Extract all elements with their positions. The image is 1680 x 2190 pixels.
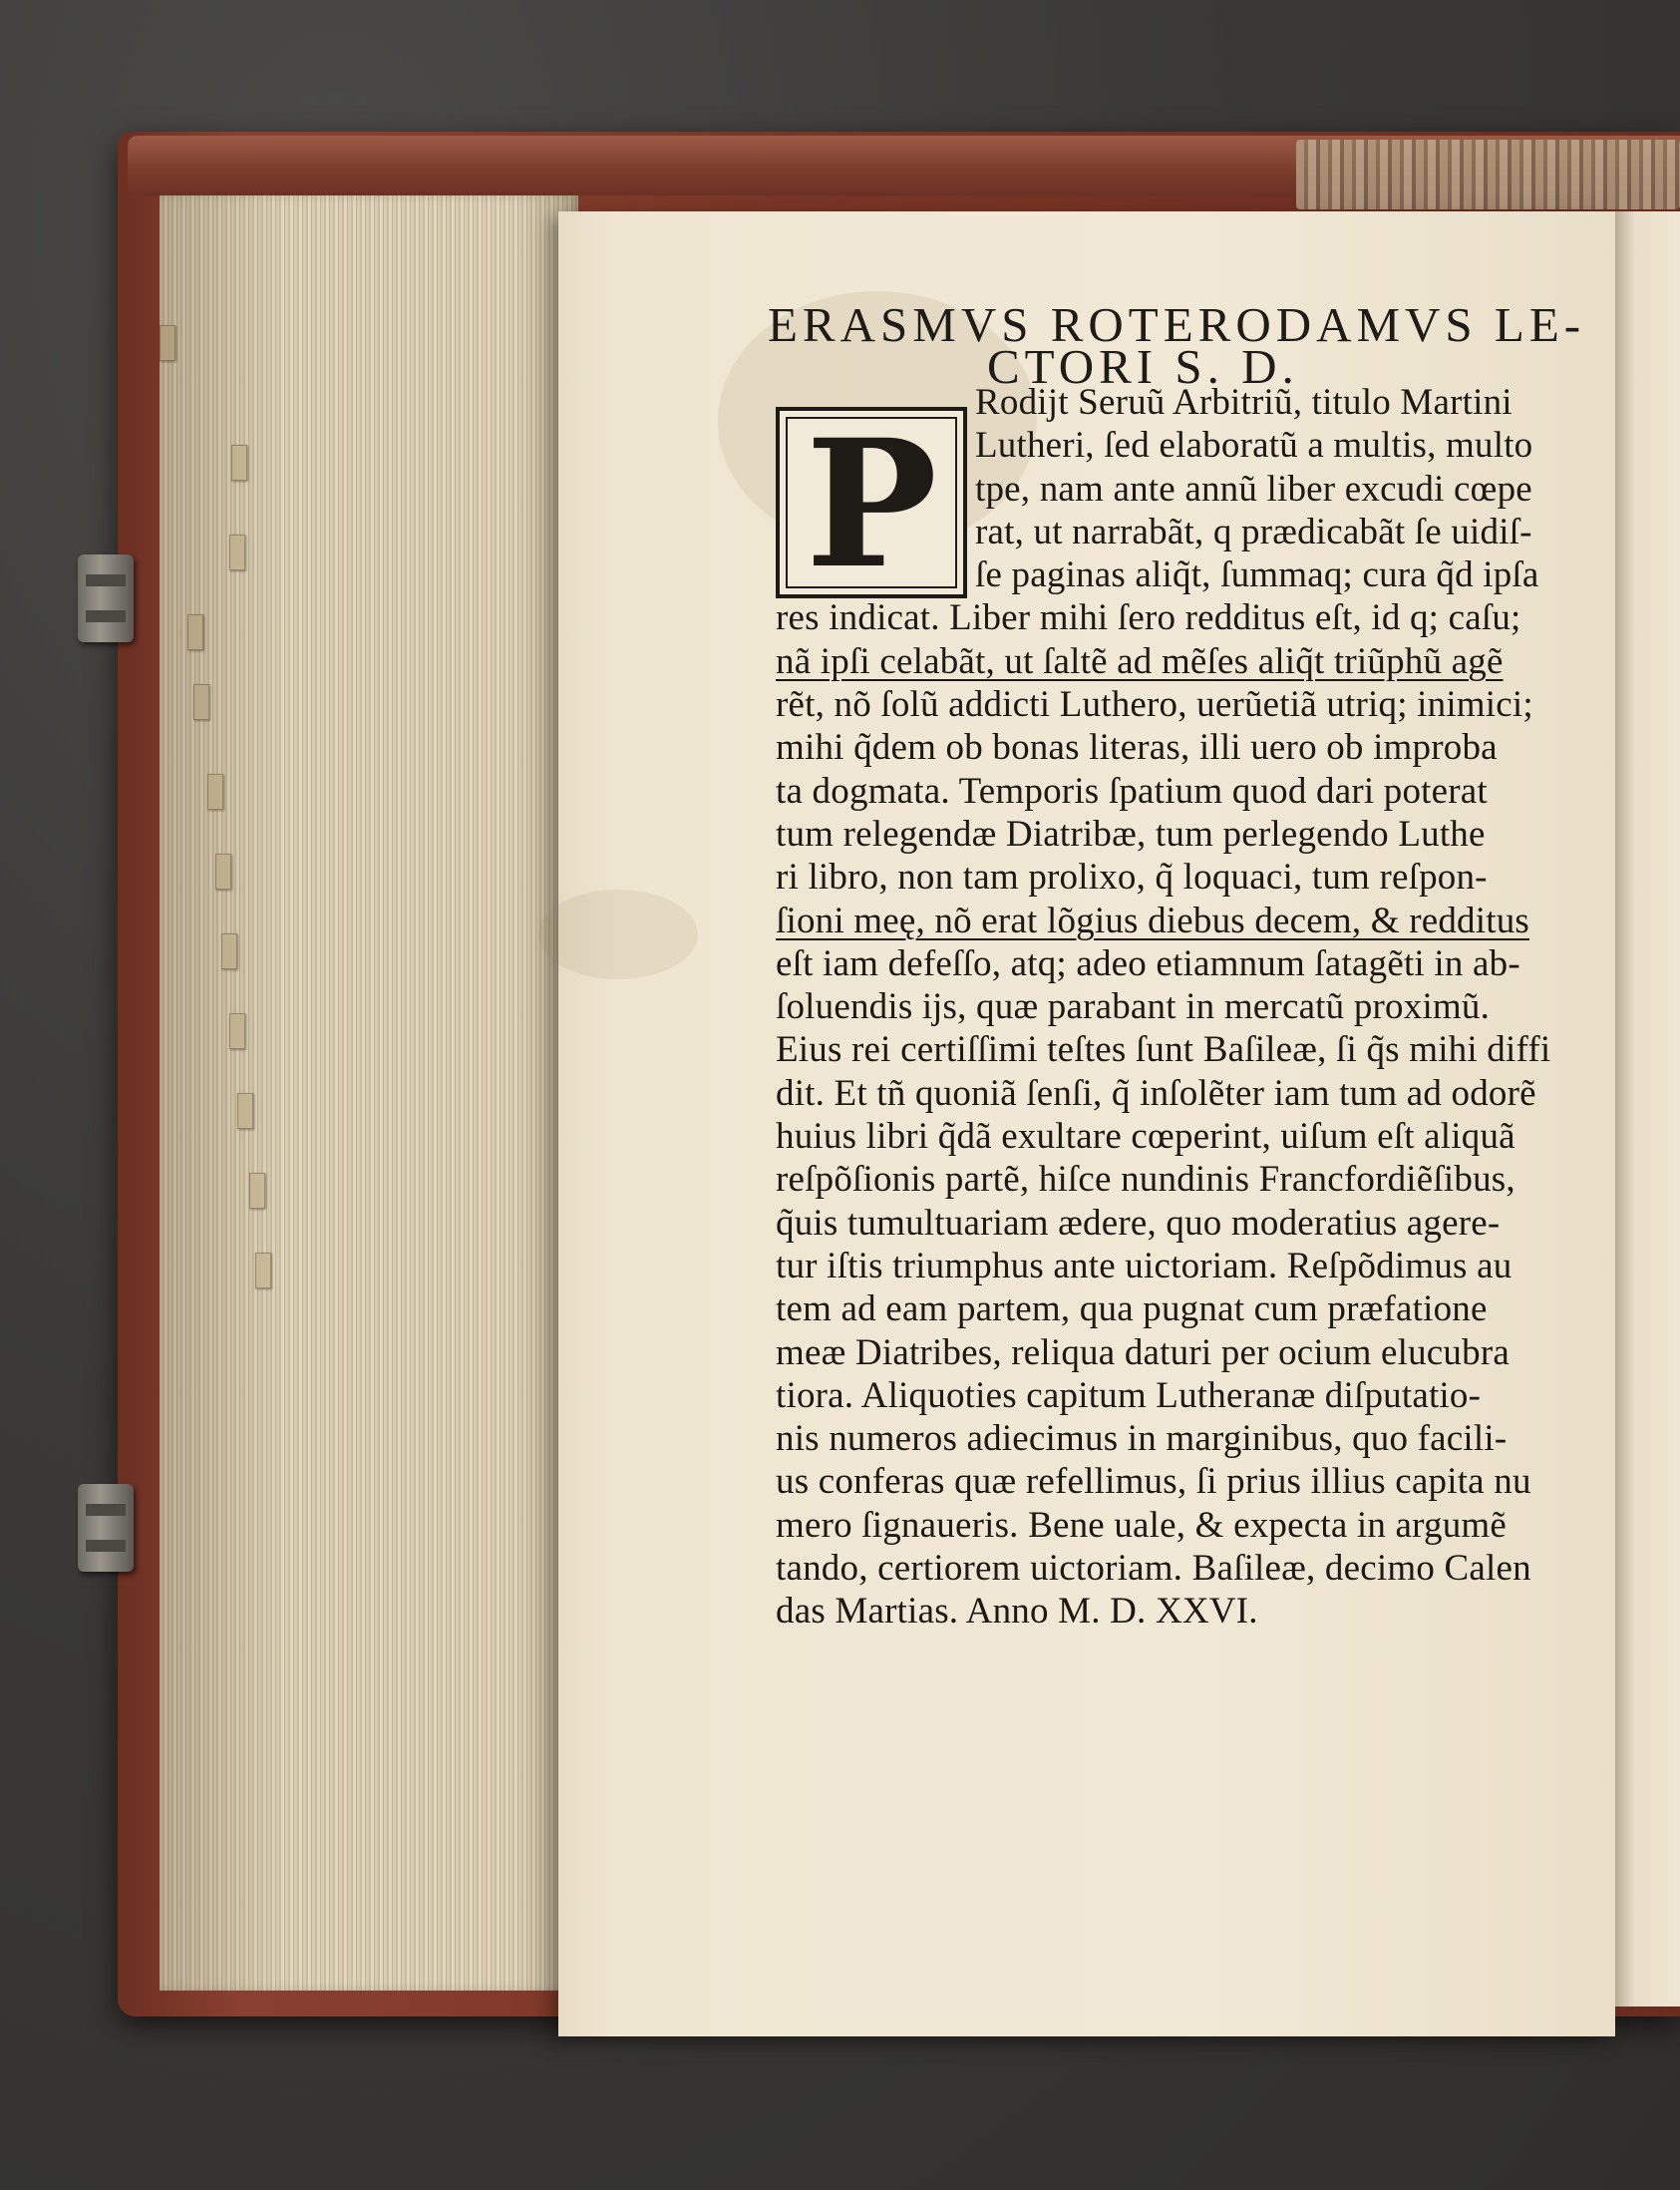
text-line: das Martias. Anno M. D. XXVI. bbox=[776, 1591, 1258, 1633]
text-line: tur iſtis triumphus ante uictoriam. Reſpõdimus au bbox=[776, 1245, 1512, 1286]
index-tab bbox=[237, 1093, 253, 1129]
text-line: nã ipſi celabãt, ut ſaltẽ ad mẽſes aliq̃t triũphũ agẽ bbox=[776, 640, 1504, 682]
index-tab bbox=[221, 933, 237, 969]
text-line: rẽt, nõ ſolũ addicti Luthero, uerũetiã utriq; inimici; bbox=[776, 684, 1533, 726]
text-line: tpe, nam ante annũ liber excudi cœpe bbox=[975, 468, 1532, 510]
text-line: huius libri q̃dã exultare cœperint, uiſum eſt aliquã bbox=[776, 1116, 1515, 1158]
page-stain bbox=[538, 890, 698, 979]
text-line: mihi q̃dem ob bonas literas, illi uero ob improba bbox=[776, 727, 1498, 769]
text-line: mero ſignaueris. Bene uale, & expecta in argumẽ bbox=[776, 1504, 1508, 1546]
text-line: tem ad eam partem, qua pugnat cum præfatione bbox=[776, 1288, 1488, 1330]
index-tab bbox=[249, 1173, 265, 1209]
index-tab bbox=[160, 325, 175, 361]
index-tab bbox=[193, 684, 209, 720]
text-line: Eius rei certiſſimi teſtes ſunt Baſileæ, ſi q̃s mihi diffi bbox=[776, 1029, 1551, 1071]
body-text bbox=[776, 381, 1613, 1634]
text-line: eſt iam defeſſo, atq; adeo etiamnum ſatagẽti in ab- bbox=[776, 942, 1520, 984]
index-tab bbox=[207, 774, 223, 810]
text-line: Lutheri, ſed elaboratũ a multis, multo bbox=[975, 425, 1533, 467]
heading-line-2: CTORI S. D. bbox=[987, 339, 1299, 394]
page-edges bbox=[160, 195, 578, 1991]
index-tab bbox=[229, 1013, 245, 1049]
text-line: nis numeros adiecimus in marginibus, quo facili- bbox=[776, 1418, 1508, 1460]
text-line: q̃uis tumultuariam ædere, quo moderatius agere- bbox=[776, 1202, 1501, 1244]
text-line: meæ Diatribes, reliqua daturi per ocium elucubra bbox=[776, 1331, 1510, 1373]
brass-clasp-lower bbox=[78, 1484, 134, 1572]
text-line: ſe paginas aliq̃t, ſummaq; cura q̃d ipſa bbox=[975, 554, 1539, 596]
text-line: tum relegendæ Diatribæ, tum perlegendo Luthe bbox=[776, 813, 1486, 855]
text-line: Rodijt Seruũ Arbitriũ, titulo Martini bbox=[975, 382, 1512, 423]
text-line: reſpõſionis partẽ, hiſce nundinis Francfordiẽſibus, bbox=[776, 1159, 1515, 1201]
text-line: res indicat. Liber mihi ſero redditus eſt, id q; caſu; bbox=[776, 597, 1521, 639]
text-line: ri libro, non tam prolixo, q̃ loquaci, tum reſpon- bbox=[776, 857, 1488, 899]
text-line: ſoluendis ĳs, quæ parabant in mercatũ proximũ. bbox=[776, 986, 1491, 1028]
text-line: dit. Et tñ quoniã ſenſi, q̃ inſolẽter iam tum ad odorẽ bbox=[776, 1072, 1536, 1114]
brass-clasp-upper bbox=[78, 554, 134, 642]
text-line: tiora. Aliquoties capitum Lutheranæ diſputatio- bbox=[776, 1374, 1482, 1416]
index-tab bbox=[229, 535, 245, 570]
index-tab bbox=[231, 445, 247, 481]
index-tab bbox=[187, 614, 203, 650]
spine-headband bbox=[1296, 140, 1680, 209]
facing-page-edge bbox=[1615, 211, 1680, 2007]
initial-letter: P bbox=[805, 401, 938, 607]
text-line: us conferas quæ refellimus, ſi prius illius capita nu bbox=[776, 1461, 1531, 1503]
text-line: ſioni meę, nõ erat lõgius diebus decem, & redditus bbox=[776, 900, 1529, 941]
text-line: rat, ut narrabãt, q prædicabãt ſe uidiſ- bbox=[975, 511, 1532, 552]
text-line: ta dogmata. Temporis ſpatium quod dari poterat bbox=[776, 770, 1488, 812]
index-tab bbox=[255, 1253, 271, 1288]
heading-line-1: ERASMVS ROTERODAMVS LE- bbox=[768, 297, 1586, 352]
text-line: tando, certiorem uictoriam. Baſileæ, decimo Calen bbox=[776, 1548, 1531, 1590]
index-tab bbox=[215, 854, 231, 890]
